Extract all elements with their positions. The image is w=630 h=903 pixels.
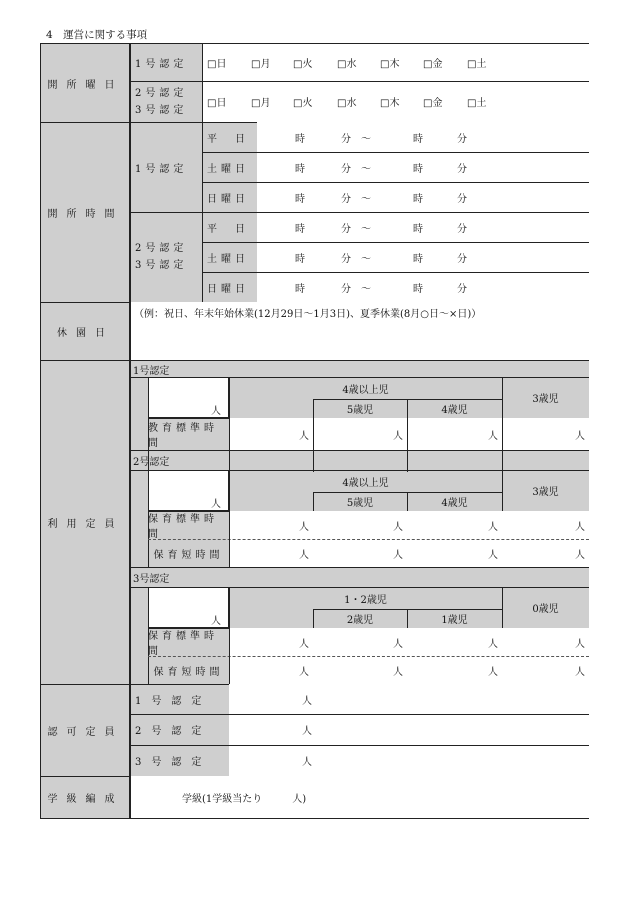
sec2-total-unit: 人 (211, 499, 221, 510)
jikan-group2-label (130, 212, 202, 302)
ninka-row2-label: 2 号 認 定 (135, 726, 202, 737)
value-cell[interactable]: 人 (299, 430, 309, 442)
sec3-last-header: 0歳児 (532, 604, 559, 615)
day-fri-checkbox[interactable]: □金 (423, 59, 443, 70)
value-cell[interactable]: 人 (393, 430, 403, 442)
section-title: 4 運営に関する事項 (46, 29, 148, 41)
operations-form (40, 43, 589, 819)
sec1-sub1-header: 5歳児 (346, 405, 374, 416)
sec1-group-header: 4歳以上児 (342, 384, 389, 396)
youbi-row2-line1: 2号認定 (135, 87, 188, 99)
start-minute-unit: 分 (341, 163, 351, 175)
youbi-row1-label: 1号認定 (135, 59, 188, 70)
value-cell[interactable]: 人 (299, 666, 309, 678)
kaisho-jikan-label: 開所時間 (47, 208, 124, 220)
day-wed-checkbox[interactable]: □水 (337, 59, 357, 70)
value-cell[interactable]: 人 (299, 549, 309, 561)
start-hour-unit: 時 (295, 163, 305, 175)
sec3-group-header: 1・2歳児 (344, 594, 387, 606)
value-cell[interactable]: 人 (299, 521, 309, 533)
youbi-row2-label (130, 81, 202, 122)
value-cell[interactable]: 人 (575, 430, 585, 442)
sec2-group-header: 4歳以上児 (342, 477, 389, 489)
sec3-row2-label: 保育短時間 (153, 666, 224, 678)
gakkyu-label: 学級編成 (47, 793, 124, 805)
start-minute-unit: 分 (341, 223, 351, 235)
day-sat-checkbox[interactable]: □土 (467, 98, 487, 109)
ninka-row2-value[interactable]: 人 (302, 726, 312, 737)
jikan-group1-label: 1号認定 (135, 163, 188, 175)
value-cell[interactable]: 人 (488, 430, 498, 442)
end-hour-unit: 時 (413, 253, 423, 265)
kyuen-label: 休園日 (57, 327, 114, 339)
range-tilde: 〜 (361, 253, 371, 265)
daytype-saturday: 土曜日 (207, 253, 249, 265)
value-cell[interactable]: 人 (575, 521, 585, 533)
kaisho-youbi-label: 開所曜日 (47, 79, 124, 91)
value-cell[interactable]: 人 (393, 549, 403, 561)
day-tue-checkbox[interactable]: □火 (293, 59, 313, 70)
sec2-sub2-header: 4歳児 (441, 498, 468, 509)
day-mon-checkbox[interactable]: □月 (251, 98, 271, 109)
sec2-sub1-header: 5歳児 (346, 498, 374, 509)
daytype-saturday: 土曜日 (207, 163, 249, 175)
value-cell[interactable]: 人 (393, 666, 403, 678)
start-minute-unit: 分 (341, 253, 351, 265)
riyou-sec3-title: 3号認定 (133, 574, 170, 585)
value-cell[interactable]: 人 (393, 521, 403, 533)
sec3-total-unit: 人 (211, 616, 221, 627)
day-sun-checkbox[interactable]: □日 (207, 59, 227, 70)
day-thu-checkbox[interactable]: □木 (380, 59, 400, 70)
start-hour-unit: 時 (295, 223, 305, 235)
value-cell[interactable]: 人 (488, 666, 498, 678)
daytype-weekday: 平 日 (207, 133, 249, 145)
sec3-row1-label: 保育標準時間 (148, 631, 218, 657)
ninka-values-bg (229, 684, 589, 776)
day-tue-checkbox[interactable]: □火 (293, 98, 313, 109)
riyou-sec1-title: 1号認定 (133, 366, 170, 377)
start-hour-unit: 時 (295, 133, 305, 145)
end-minute-unit: 分 (457, 283, 467, 295)
sec2-last-header: 3歳児 (532, 487, 559, 498)
daytype-sunday: 日曜日 (207, 193, 249, 205)
end-hour-unit: 時 (413, 283, 423, 295)
ninka-row1-label: 1 号 認 定 (135, 695, 202, 707)
sec2-row1-label: 保育標準時間 (148, 514, 218, 540)
sec1-sub2-header: 4歳児 (441, 405, 468, 416)
kyuen-example: （例：祝日、年末年始休業(12月29日〜1月3日)、夏季休業(8月○日〜×日)） (134, 309, 482, 320)
day-sun-checkbox[interactable]: □日 (207, 98, 227, 109)
start-hour-unit: 時 (295, 193, 305, 205)
value-cell[interactable]: 人 (488, 521, 498, 533)
value-cell[interactable]: 人 (575, 666, 585, 678)
riyou-sec2-title: 2号認定 (133, 457, 170, 468)
end-minute-unit: 分 (457, 163, 467, 175)
sec3-sub2-header: 1歳児 (441, 615, 468, 626)
sec1-total-unit: 人 (211, 406, 221, 417)
start-minute-unit: 分 (341, 193, 351, 205)
value-cell[interactable]: 人 (488, 549, 498, 561)
sec3-sub1-header: 2歳児 (346, 615, 374, 626)
day-thu-checkbox[interactable]: □木 (380, 98, 400, 109)
end-hour-unit: 時 (413, 163, 423, 175)
youbi-row2-line2: 3号認定 (135, 104, 188, 116)
ninka-label: 認可定員 (47, 726, 124, 738)
sec2-row2-label: 保育短時間 (153, 549, 224, 561)
value-cell[interactable]: 人 (488, 638, 498, 650)
day-mon-checkbox[interactable]: □月 (251, 59, 271, 70)
end-minute-unit: 分 (457, 223, 467, 235)
value-cell[interactable]: 人 (393, 638, 403, 650)
end-hour-unit: 時 (413, 193, 423, 205)
ninka-row1-value[interactable]: 人 (302, 695, 312, 707)
range-tilde: 〜 (361, 283, 371, 295)
jikan-group2-line2: 3号認定 (135, 260, 188, 271)
day-fri-checkbox[interactable]: □金 (423, 98, 443, 109)
ninka-row3-label: 3 号 認 定 (135, 757, 202, 768)
start-minute-unit: 分 (341, 283, 351, 295)
value-cell[interactable]: 人 (299, 638, 309, 650)
daytype-weekday: 平 日 (207, 223, 249, 235)
jikan-group2-line1: 2号認定 (135, 243, 188, 254)
end-hour-unit: 時 (413, 133, 423, 145)
range-tilde: 〜 (361, 133, 371, 145)
sec1-last-header: 3歳児 (532, 394, 559, 405)
end-minute-unit: 分 (457, 253, 467, 265)
start-minute-unit: 分 (341, 133, 351, 145)
daytype-sunday: 日曜日 (207, 283, 249, 295)
sec1-row-label: 教育標準時間 (148, 423, 218, 449)
range-tilde: 〜 (361, 193, 371, 205)
end-hour-unit: 時 (413, 223, 423, 235)
end-minute-unit: 分 (457, 193, 467, 205)
start-hour-unit: 時 (295, 283, 305, 295)
range-tilde: 〜 (361, 163, 371, 175)
value-cell[interactable]: 人 (575, 638, 585, 650)
start-hour-unit: 時 (295, 253, 305, 265)
end-minute-unit: 分 (457, 133, 467, 145)
range-tilde: 〜 (361, 223, 371, 235)
day-sat-checkbox[interactable]: □土 (467, 59, 487, 70)
value-cell[interactable]: 人 (575, 549, 585, 561)
gakkyu-text: 学級(1学級当たり 人) (182, 793, 307, 805)
day-wed-checkbox[interactable]: □水 (337, 98, 357, 109)
riyou-label: 利用定員 (47, 518, 124, 530)
ninka-row3-value[interactable]: 人 (302, 757, 312, 768)
